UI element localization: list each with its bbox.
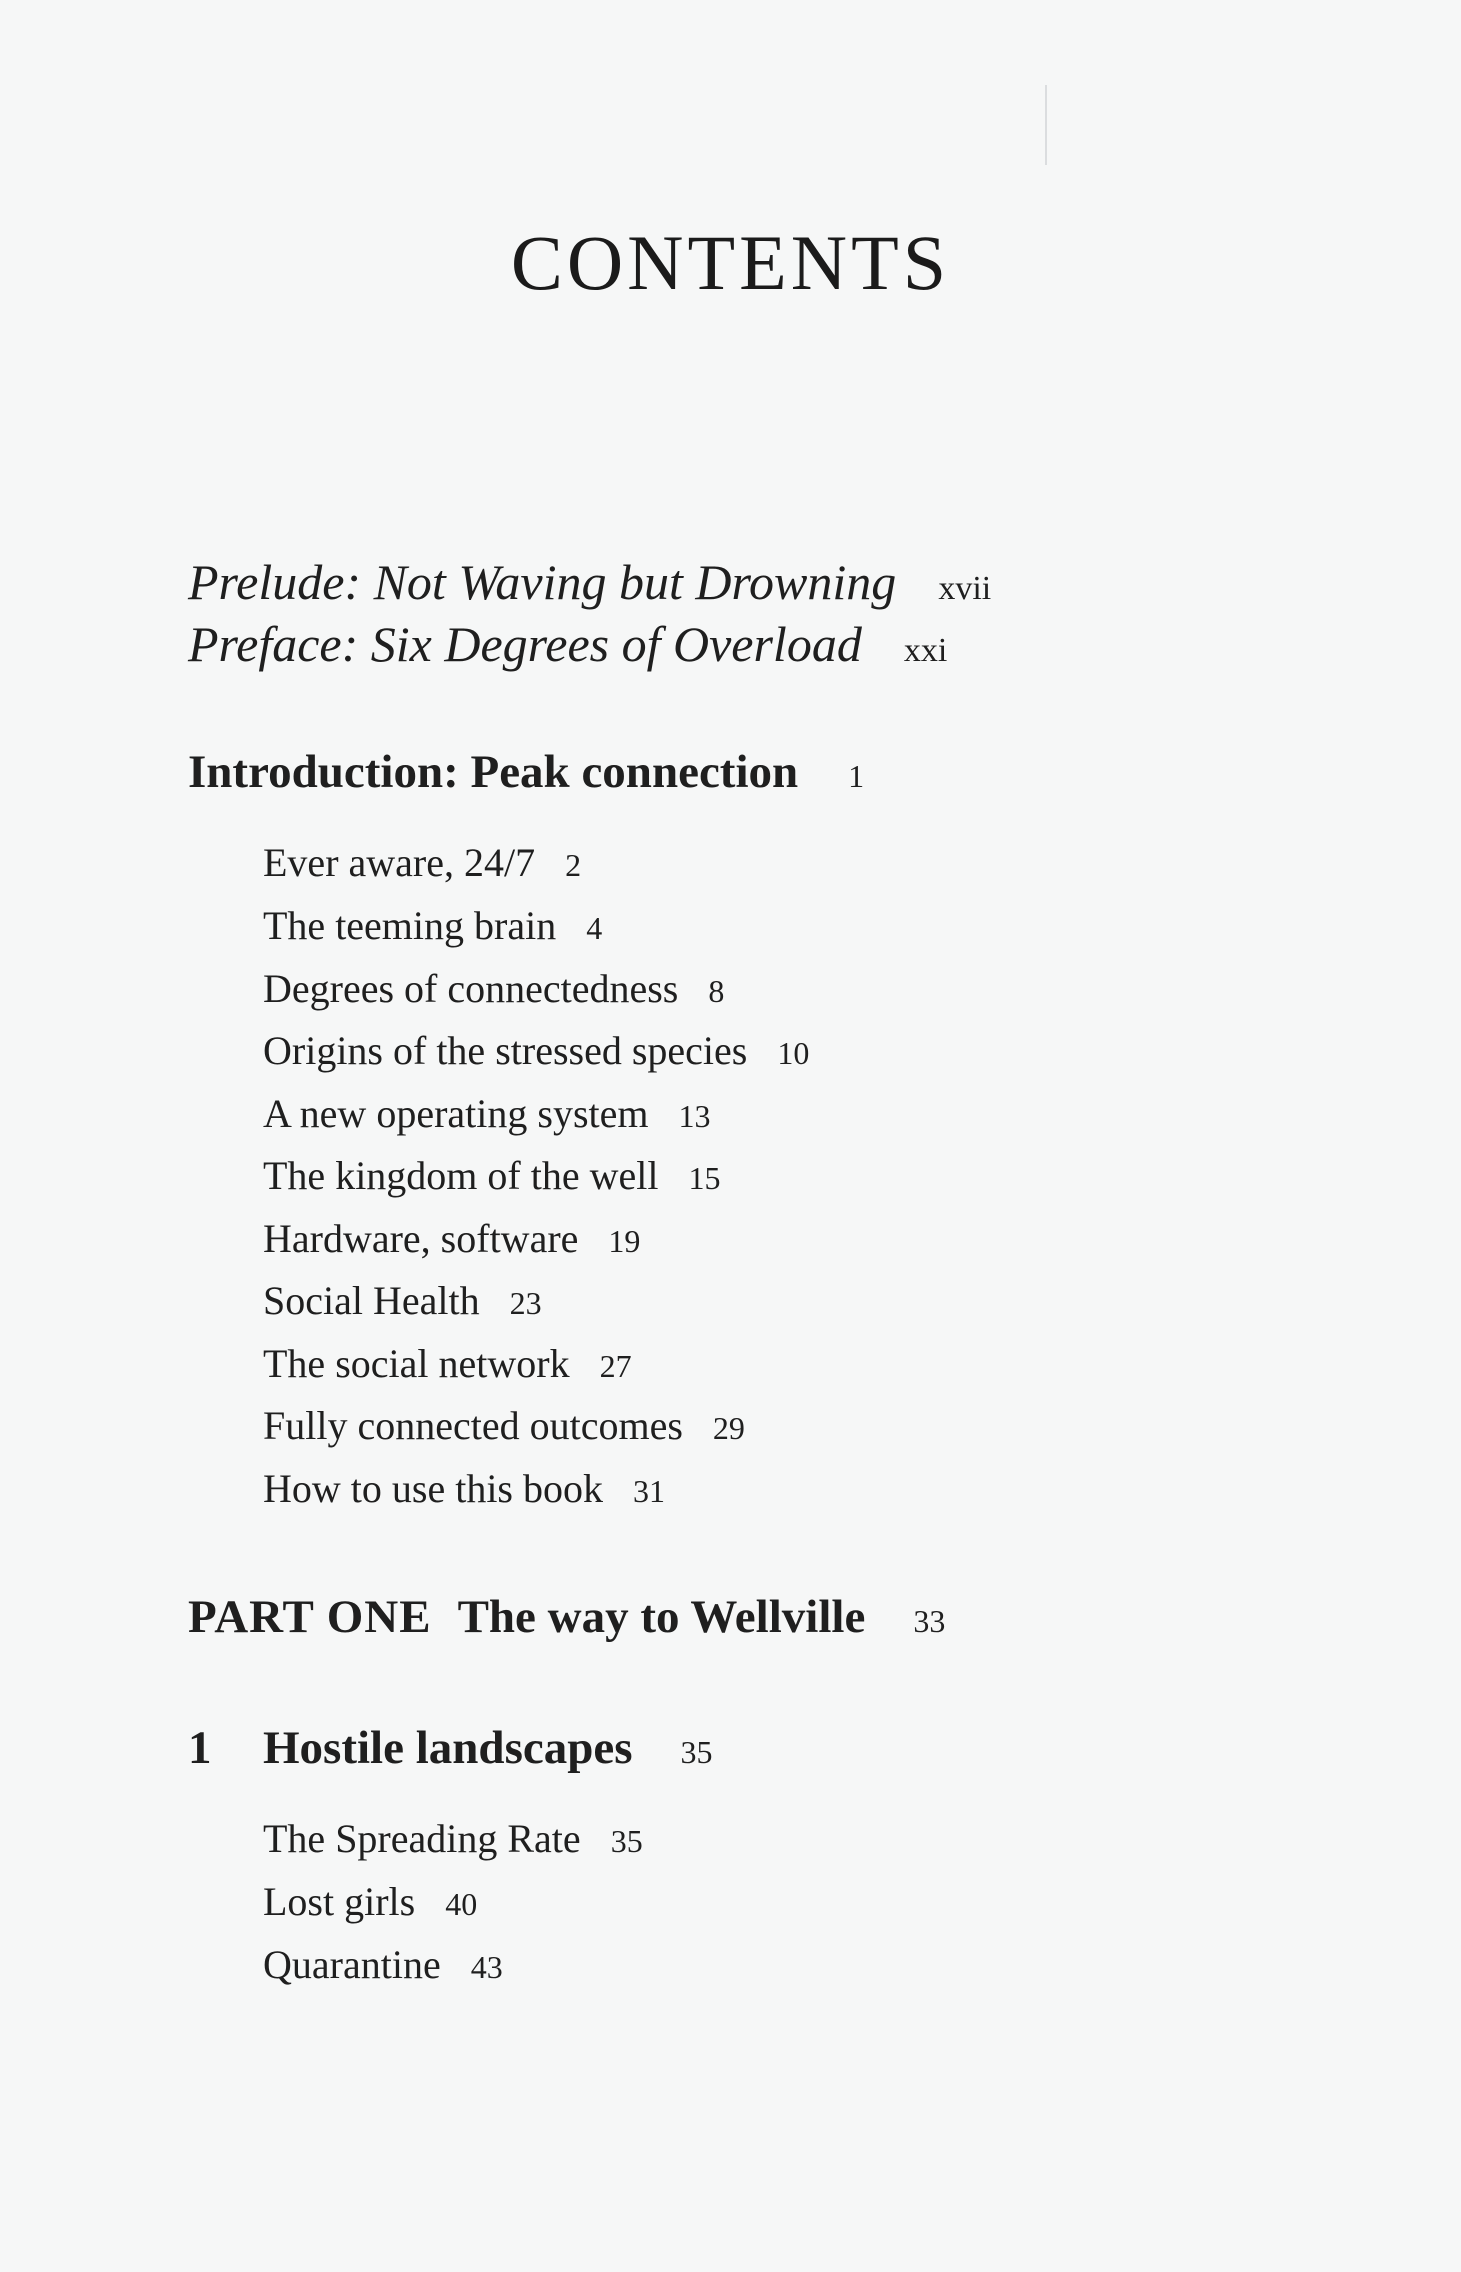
toc-page-number: 40 — [445, 1886, 478, 1922]
toc-entry-label: Preface: Six Degrees of Overload — [188, 616, 862, 672]
toc-entry-label: A new operating system — [263, 1091, 649, 1136]
toc-page-number: 29 — [712, 1410, 745, 1446]
toc-subentry[interactable] — [263, 1402, 745, 1449]
toc-subentry[interactable] — [263, 1090, 711, 1137]
toc-entry-label: The kingdom of the well — [263, 1153, 659, 1198]
toc-page-number: 35 — [610, 1823, 643, 1859]
toc-subentry[interactable] — [263, 902, 602, 949]
toc-subentry[interactable] — [263, 1815, 643, 1862]
toc-page-number: 4 — [586, 910, 603, 946]
toc-entry-chapter-1[interactable] — [188, 1721, 713, 1775]
toc-page-number: 43 — [470, 1949, 503, 1985]
toc-entry-introduction[interactable] — [188, 745, 864, 799]
toc-subentry[interactable] — [263, 1152, 720, 1199]
toc-page-number: 2 — [565, 847, 582, 883]
toc-entry-label: Prelude: Not Waving but Drowning — [188, 554, 897, 610]
chapter-number: 1 — [188, 1722, 212, 1774]
toc-page-number: 15 — [688, 1160, 721, 1196]
toc-entry-label: The teeming brain — [263, 903, 557, 948]
toc-page-number: 13 — [678, 1098, 711, 1134]
bleed-through-rule — [1045, 85, 1047, 165]
toc-entry-preface[interactable] — [188, 615, 947, 673]
toc-subentry[interactable] — [263, 1340, 632, 1387]
toc-entry-label: Lost girls — [263, 1879, 416, 1924]
toc-subentry[interactable] — [263, 839, 581, 886]
toc-subentry[interactable] — [263, 1465, 665, 1512]
toc-entry-label: Introduction: Peak connection — [188, 746, 799, 798]
toc-page-number: 33 — [913, 1603, 946, 1639]
part-title: The way to Wellville — [457, 1591, 866, 1643]
toc-entry-part-one[interactable] — [188, 1590, 945, 1644]
toc-subentry[interactable] — [263, 965, 724, 1012]
toc-page-number: 10 — [777, 1035, 810, 1071]
toc-subentry[interactable] — [263, 1215, 640, 1262]
toc-page-number: 8 — [708, 973, 725, 1009]
toc-entry-label: Fully connected outcomes — [263, 1403, 683, 1448]
toc-page-number: 19 — [608, 1223, 641, 1259]
toc-page-number: xxi — [903, 632, 948, 669]
toc-subentry[interactable] — [263, 1027, 809, 1074]
toc-subentry[interactable] — [263, 1878, 477, 1925]
toc-entry-label: Ever aware, 24/7 — [263, 840, 536, 885]
chapter-title: Hostile landscapes — [263, 1722, 633, 1774]
toc-entry-label: How to use this book — [263, 1466, 603, 1511]
page-title: CONTENTS — [510, 219, 951, 306]
toc-entry-label: Origins of the stressed species — [263, 1028, 748, 1073]
part-label: PART ONE — [188, 1591, 432, 1643]
toc-page-number: 23 — [509, 1285, 542, 1321]
toc-entry-label: Social Health — [263, 1278, 480, 1323]
toc-page-number: 27 — [599, 1348, 632, 1384]
toc-page-number: 1 — [848, 758, 865, 794]
toc-subentry[interactable] — [263, 1277, 542, 1324]
toc-page-number: 35 — [680, 1734, 713, 1770]
toc-entry-label: Degrees of connectedness — [263, 966, 679, 1011]
toc-entry-label: Hardware, software — [263, 1216, 579, 1261]
toc-subentry[interactable] — [263, 1941, 503, 1988]
toc-entry-label: The Spreading Rate — [263, 1816, 581, 1861]
toc-entry-label: Quarantine — [263, 1942, 441, 1987]
toc-entry-label: The social network — [263, 1341, 570, 1386]
toc-page-number: xvii — [938, 570, 992, 607]
toc-entry-prelude[interactable] — [188, 553, 991, 611]
toc-page-number: 31 — [633, 1473, 665, 1509]
